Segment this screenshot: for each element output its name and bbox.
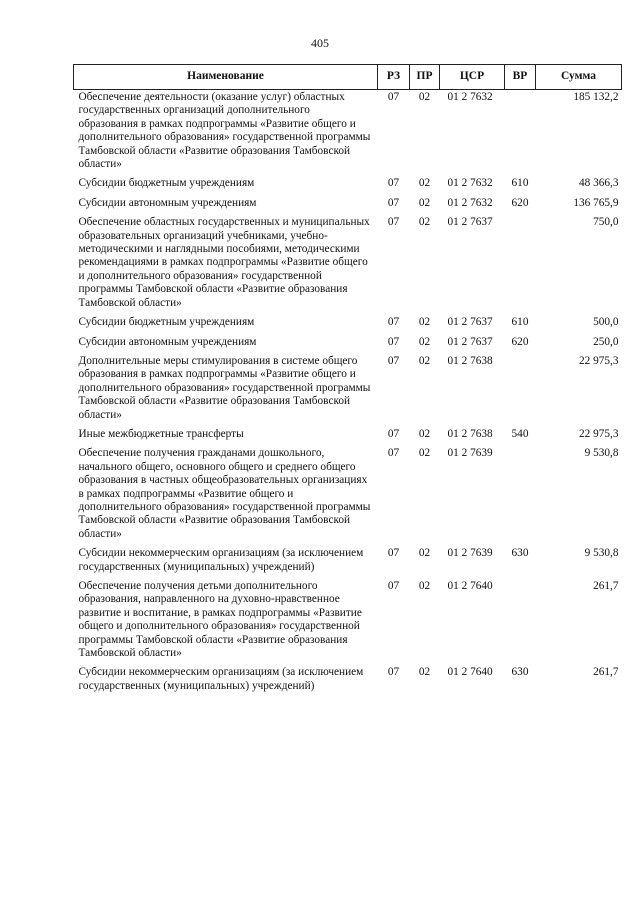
cell-sum: 261,7 (593, 580, 619, 592)
table-row (74, 354, 622, 427)
cell-csr: 01 2 7640 (447, 580, 493, 592)
cell-pr: 02 (418, 216, 431, 229)
cell-name: Субсидии автономным учреждениям (78, 335, 257, 348)
cell-rz: 07 (387, 447, 400, 460)
cell-pr: 02 (418, 580, 431, 592)
cell-pr: 02 (418, 354, 431, 367)
header-name: Наименование (74, 65, 378, 90)
cell-rz: 07 (387, 91, 400, 103)
cell-vr: 630 (511, 666, 529, 679)
cell-name: Субсидии бюджетным учреждениям (78, 177, 255, 190)
cell-csr: 01 2 7632 (447, 91, 493, 103)
cell-sum: 9 530,8 (584, 547, 619, 560)
table-row (74, 546, 622, 579)
cell-pr: 02 (418, 427, 431, 440)
cell-name: Иные межбюджетные трансферты (78, 427, 244, 440)
cell-vr: 630 (511, 547, 529, 560)
cell-vr: 610 (511, 177, 529, 190)
page-number: 405 (311, 36, 329, 50)
table-row (74, 335, 622, 354)
cell-vr: 610 (511, 316, 529, 329)
cell-name: Обеспечение получения детьми дополнительного образования, направленного на духовно-нравственное развитие и воспитание, в рамках подпрограммы «Развитие общего и дополнительного образования» государственной программы Тамбовской области «Развитие образования Тамбовской области» (78, 580, 362, 660)
cell-csr: 01 2 7640 (447, 666, 493, 679)
cell-vr (505, 354, 536, 427)
table-row (74, 446, 622, 546)
table-header (74, 65, 622, 90)
cell-csr: 01 2 7632 (447, 196, 493, 209)
cell-sum: 500,0 (593, 316, 619, 329)
cell-csr: 01 2 7637 (447, 335, 493, 348)
cell-name: Субсидии некоммерческим организациям (за исключением государственных (муниципальных) учреждений) (78, 666, 364, 692)
cell-csr: 01 2 7637 (447, 216, 493, 229)
table-row (74, 196, 622, 215)
table-row (74, 176, 622, 195)
cell-sum: 22 975,3 (578, 354, 619, 367)
cell-pr: 02 (418, 335, 431, 348)
cell-name: Обеспечение деятельности (оказание услуг) областных государственных организаций дополнительного образования в рамках подпрограммы «Развитие общего и дополнительного образования» государственной программы Тамбовской области «Развитие образования Тамбовской области» (78, 91, 371, 171)
cell-pr: 02 (418, 666, 431, 679)
header-pr: ПР (410, 65, 440, 90)
header-row (74, 65, 622, 90)
cell-name: Субсидии автономным учреждениям (78, 196, 257, 209)
table-row (74, 427, 622, 446)
cell-csr: 01 2 7637 (447, 316, 493, 329)
cell-sum: 250,0 (593, 335, 619, 348)
table-row (74, 579, 622, 665)
cell-rz: 07 (387, 427, 400, 440)
header-vr: ВР (505, 65, 536, 90)
cell-pr: 02 (418, 316, 431, 329)
table-row (74, 215, 622, 315)
cell-rz: 07 (387, 216, 400, 229)
cell-rz: 07 (387, 335, 400, 348)
cell-name: Обеспечение получения гражданами дошкольного, начального общего, основного общего и среднего общего образования в частных общеобразовательных организациях в рамках подпрограммы «Развитие общего и дополнительного образования» государственной программы Тамбовской области «Развитие образования Тамбовской области» (78, 447, 371, 540)
cell-pr: 02 (418, 177, 431, 190)
cell-rz: 07 (387, 177, 400, 190)
cell-sum: 261,7 (593, 666, 619, 679)
cell-name: Обеспечение областных государственных и муниципальных образовательных организаций учебниками, учебно-методическими и наглядными пособиями, методическими рекомендациями в рамках подпрограммы «Развитие общего и дополнительного образования» государственной программы Тамбовской области «Развитие образования Тамбовской области» (78, 216, 370, 309)
cell-pr: 02 (418, 91, 431, 103)
cell-rz: 07 (387, 666, 400, 679)
cell-pr: 02 (418, 447, 431, 460)
cell-rz: 07 (387, 547, 400, 560)
cell-rz: 07 (387, 354, 400, 367)
cell-pr: 02 (418, 547, 431, 560)
cell-vr (505, 579, 536, 665)
cell-vr (505, 215, 536, 315)
header-rz: РЗ (378, 65, 410, 90)
table-row (74, 90, 622, 177)
header-csr: ЦСР (440, 65, 505, 90)
cell-rz: 07 (387, 316, 400, 329)
cell-csr: 01 2 7638 (447, 427, 493, 440)
header-sum: Сумма (536, 65, 622, 90)
cell-vr: 620 (511, 196, 529, 209)
cell-csr: 01 2 7632 (447, 177, 493, 190)
cell-sum: 750,0 (593, 216, 619, 229)
cell-csr: 01 2 7639 (447, 547, 493, 560)
cell-vr: 540 (511, 427, 529, 440)
cell-name: Субсидии бюджетным учреждениям (78, 316, 255, 329)
cell-csr: 01 2 7638 (447, 354, 493, 367)
cell-sum: 136 765,9 (573, 196, 619, 209)
table-body (74, 90, 622, 699)
cell-sum: 48 366,3 (578, 177, 619, 190)
budget-table (73, 64, 622, 698)
table-row (74, 315, 622, 334)
cell-vr (505, 446, 536, 546)
table-row (74, 665, 622, 698)
cell-sum: 185 132,2 (573, 91, 619, 103)
cell-rz: 07 (387, 580, 400, 592)
cell-csr: 01 2 7639 (447, 447, 493, 460)
cell-sum: 22 975,3 (578, 427, 619, 440)
cell-rz: 07 (387, 196, 400, 209)
cell-pr: 02 (418, 196, 431, 209)
cell-name: Дополнительные меры стимулирования в системе общего образования в рамках подпрограммы «Развитие общего и дополнительного образования» государственной программы Тамбовской области «Развитие образования Тамбовской области» (78, 354, 371, 421)
cell-name: Субсидии некоммерческим организациям (за исключением государственных (муниципальных) учреждений) (78, 547, 364, 573)
cell-sum: 9 530,8 (584, 447, 619, 460)
cell-vr: 620 (511, 335, 529, 348)
cell-vr (505, 90, 536, 177)
